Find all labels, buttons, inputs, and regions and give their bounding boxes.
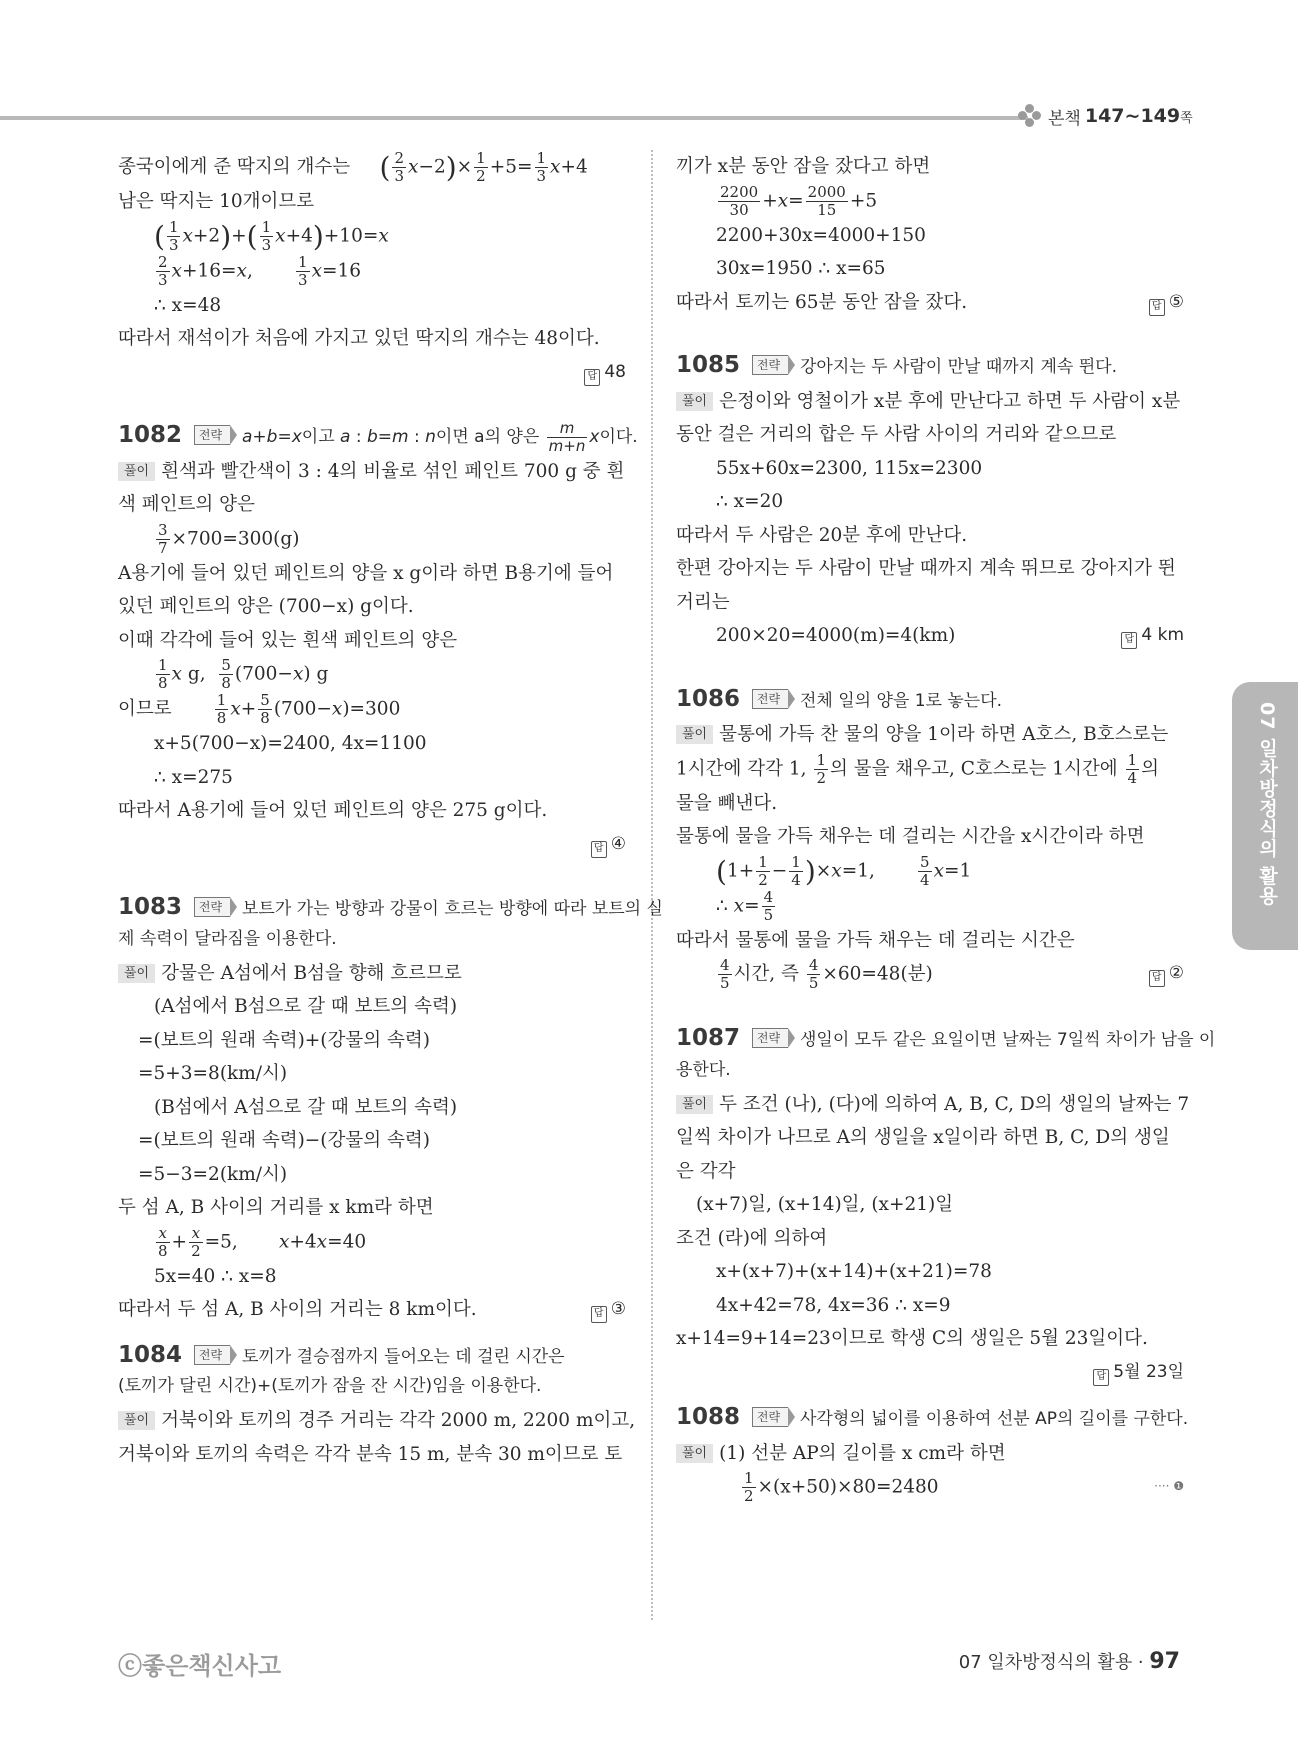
- line: 풀이 (1) 선분 AP의 길이를 x cm라 하면: [676, 1437, 1184, 1471]
- line: 남은 딱지는 10개이므로: [118, 191, 315, 212]
- line: 따라서 물통에 물을 가득 채우는 데 걸리는 시간은: [676, 929, 1075, 951]
- problem-1086-header: 1086 전략 전체 일의 양을 1로 놓는다.: [676, 685, 1003, 712]
- answer: 답 5월 23일: [676, 1356, 1184, 1390]
- line: =(보트의 원래 속력)−(강물의 속력): [138, 1130, 430, 1151]
- answer: 답 ④: [118, 828, 626, 862]
- solution-tag: 풀이: [118, 462, 155, 481]
- answer: 답 ⑤: [1149, 286, 1184, 320]
- answer-icon: 답: [1121, 632, 1137, 649]
- problem-1085-header: 1085 전략 강아지는 두 사람이 만날 때까지 계속 뛴다.: [676, 352, 1117, 378]
- line: 풀이 흰색과 빨간색이 3 : 4의 비율로 섞인 페인트 700 g 중 흰: [118, 455, 626, 489]
- line: 이때 각각에 들어 있는 흰색 페인트의 양은: [118, 629, 458, 651]
- answer: 답 ③: [591, 1293, 626, 1327]
- line: 풀이 거북이와 토끼의 경주 거리는 각각 2000 m, 2200 m이고,: [118, 1404, 626, 1438]
- equation: $\frac{1}{8}$ x g, $\frac{5}{8}$ (700−x) g: [158, 656, 329, 692]
- problem-1082-header: 1082 전략 a+b=x이고 a : b=m : n이면 a의 양은 $\frac{m}{m+n}$ x이다.: [118, 418, 638, 455]
- answer: 답 4 km: [1121, 619, 1184, 653]
- line: 거북이와 토끼의 속력은 각각 분속 15 m, 분속 30 m이므로 토: [118, 1443, 623, 1465]
- solution-tag: 풀이: [676, 1095, 713, 1114]
- line: 은 각각: [676, 1160, 736, 1182]
- equation: $\frac{2200}{30}$ +x= $\frac{2000}{15}$ +5: [720, 182, 878, 219]
- solution-tag: 풀이: [676, 392, 713, 411]
- problem-number: 1084: [118, 1341, 183, 1368]
- strategy-tag: 전략: [194, 897, 230, 917]
- header-rule: [0, 116, 1028, 120]
- page-unit: 쪽: [1180, 110, 1193, 126]
- line: 풀이 물통에 가득 찬 물의 양을 1이라 하면 A호스, B호스로는: [676, 718, 1184, 752]
- equation: ∴ x= $\frac{4}{5}$: [716, 887, 774, 924]
- line: $\frac{1}{2}$ ×(x+50)×80=2480 ···· ❶: [744, 1469, 1184, 1505]
- equation: ∴ x=48: [154, 294, 222, 316]
- equation: x+5(700−x)=2400, 4x=1100: [154, 733, 427, 754]
- answer-icon: 답: [591, 841, 607, 858]
- answer-icon: 답: [1093, 1369, 1109, 1386]
- answer-icon: 답: [1149, 970, 1165, 987]
- problem-number: 1086: [676, 685, 741, 712]
- line: 있던 페인트의 양은 (700−x) g이다.: [118, 596, 414, 617]
- strategy-tag: 전략: [752, 1028, 788, 1048]
- line: 조건 (라)에 의하여: [676, 1227, 828, 1249]
- line: 1시간에 각각 1, $\frac{1}{2}$ 의 물을 채우고, C호스로는 1시간에 $\frac{1}{4}$ 의: [676, 750, 1159, 787]
- problem-1084-header: 1084 전략 토끼가 결승점까지 들어오는 데 걸린 시간은: [118, 1341, 565, 1368]
- line: (A섬에서 B섬으로 갈 때 보트의 속력): [154, 996, 458, 1017]
- equation: 5x=40 ∴ x=8: [154, 1265, 277, 1287]
- footer-chapter: 07 일차방정식의 활용: [958, 1652, 1133, 1673]
- book-label: 본책: [1048, 108, 1081, 129]
- line: =5−3=2(km/시): [138, 1163, 288, 1185]
- chapter-number: 07: [1256, 702, 1278, 731]
- problem-1087-header: 1087 전략 생일이 모두 같은 요일이면 날짜는 7일씩 차이가 남을 이: [676, 1025, 1216, 1051]
- line: 동안 걸은 거리의 합은 두 사람 사이의 거리와 같으므로: [676, 424, 1117, 445]
- line: 일씩 차이가 나므로 A의 생일을 x일이라 하면 B, C, D의 생일: [676, 1127, 1170, 1148]
- line: A용기에 들어 있던 페인트의 양을 x g이라 하면 B용기에 들어: [118, 562, 614, 584]
- line: 종국이에게 준 딱지의 개수는 ( $\frac{2}{3}$ x−2)× $\frac{1}{2}$ +5= $\frac{1}{3}$ x+4: [118, 149, 588, 185]
- equation: (1+ $\frac{1}{2}$ − $\frac{1}{4}$ )×x=1, $\frac{5}{4}$ x=1: [716, 852, 972, 889]
- line: 제 속력이 달라짐을 이용한다.: [118, 928, 337, 949]
- answer-icon: 답: [1149, 299, 1165, 316]
- answer: 답 48: [118, 356, 626, 390]
- page-reference: [1018, 101, 1193, 131]
- line: 따라서 A용기에 들어 있던 페인트의 양은 275 g이다.: [118, 800, 548, 821]
- line: =5+3=8(km/시): [138, 1063, 288, 1084]
- page-range: 147~149: [1084, 105, 1181, 127]
- line: 끼가 x분 동안 잠을 잤다고 하면: [676, 156, 931, 177]
- solution-tag: 풀이: [118, 1411, 155, 1430]
- strategy-tag: 전략: [194, 425, 230, 445]
- line: (토끼가 달린 시간)+(토끼가 잠을 잔 시간)임을 이용한다.: [118, 1376, 542, 1396]
- page-footer: 07 일차방정식의 활용 · 97: [958, 1649, 1180, 1674]
- solution-tag: 풀이: [676, 725, 713, 744]
- equation: 55x+60x=2300, 115x=2300: [716, 457, 983, 479]
- solution-tag: 풀이: [118, 964, 155, 983]
- answer: 답 ②: [1149, 957, 1184, 992]
- strategy-tag: 전략: [752, 689, 788, 709]
- equation: 30x=1950 ∴ x=65: [716, 258, 886, 279]
- chapter-side-tab: [1232, 682, 1298, 950]
- answer-icon: 답: [584, 369, 600, 386]
- line: 한편 강아지는 두 사람이 만날 때까지 계속 뛰므로 강아지가 뛴: [676, 558, 1176, 579]
- equation: 2200+30x=4000+150: [716, 224, 926, 246]
- strategy-tag: 전략: [752, 1407, 788, 1427]
- problem-number: 1083: [118, 894, 183, 920]
- chapter-title: 일차방정식의 활용: [1256, 738, 1278, 906]
- left-column: [118, 149, 663, 1471]
- line: 색 페인트의 양은: [118, 494, 255, 515]
- equation: ∴ x=275: [154, 766, 233, 788]
- line: 물을 빼낸다.: [676, 792, 778, 814]
- page-number: 97: [1149, 1649, 1180, 1674]
- solution-tag: 풀이: [676, 1444, 713, 1463]
- line: (B섬에서 A섬으로 갈 때 보트의 속력): [154, 1096, 458, 1118]
- equation: ∴ x=20: [716, 491, 784, 512]
- line: 풀이 두 조건 (나), (다)에 의하여 A, B, C, D의 생일의 날짜는 7: [676, 1088, 1184, 1122]
- answer-icon: 답: [591, 1306, 607, 1323]
- equation: x+(x+7)+(x+14)+(x+21)=78: [716, 1261, 992, 1282]
- line: 따라서 두 사람은 20분 후에 만난다.: [676, 524, 968, 546]
- line: 용한다.: [676, 1059, 731, 1080]
- equation: (x+7)일, (x+14)일, (x+21)일: [696, 1194, 954, 1215]
- equation: ( $\frac{1}{3}$ x+2)+( $\frac{1}{3}$ x+4)+10=x: [154, 217, 389, 254]
- problem-number: 1082: [118, 422, 183, 448]
- equation: 4x+42=78, 4x=36 ∴ x=9: [716, 1294, 951, 1316]
- problem-1083-header: 1083 전략 보트가 가는 방향과 강물이 흐르는 방향에 따라 보트의 실: [118, 894, 663, 920]
- line: 풀이 은정이와 영철이가 x분 후에 만난다고 하면 두 사람이 x분: [676, 385, 1184, 419]
- column-divider: [651, 150, 653, 1620]
- equation: $\frac{3}{7}$ ×700=300(g): [158, 520, 300, 557]
- right-column: [676, 150, 1216, 1505]
- strategy-tag: 전략: [194, 1345, 230, 1365]
- line: 두 섬 A, B 사이의 거리를 x km라 하면: [118, 1197, 434, 1218]
- problem-1088-header: 1088 전략 사각형의 넓이를 이용하여 선분 AP의 길이를 구한다.: [676, 1404, 1189, 1430]
- line: 따라서 재석이가 처음에 가지고 있던 딱지의 개수는 48이다.: [118, 328, 600, 349]
- continuation-marker: ···· ❶: [1154, 1479, 1184, 1493]
- line: 물통에 물을 가득 채우는 데 걸리는 시간을 x시간이라 하면: [676, 826, 1145, 847]
- line: 이므로 $\frac{1}{8}$ x+ $\frac{5}{8}$ (700−x)=300: [118, 691, 401, 727]
- flower-icon: [1018, 104, 1042, 128]
- line: 200×20=4000(m)=4(km) 답 4 km: [676, 619, 1184, 653]
- strategy-tag: 전략: [752, 355, 788, 375]
- line: =(보트의 원래 속력)+(강물의 속력): [138, 1029, 430, 1051]
- line: x+14=9+14=23이므로 학생 C의 생일은 5월 23일이다.: [676, 1328, 1148, 1349]
- line: 풀이 강물은 A섬에서 B섬을 향해 흐르므로: [118, 957, 626, 991]
- line: 따라서 두 섬 A, B 사이의 거리는 8 km이다. 답 ③: [118, 1293, 626, 1327]
- line: 따라서 토끼는 65분 동안 잠을 잤다. 답 ⑤: [676, 286, 1184, 320]
- problem-number: 1088: [676, 1404, 741, 1430]
- equation: $\frac{2}{3}$ x+16=x, $\frac{1}{3}$ x=16: [158, 252, 362, 289]
- problem-number: 1087: [676, 1025, 741, 1051]
- line: 거리는: [676, 591, 730, 613]
- publisher-logo: ⓒ좋은책신사고: [118, 1652, 282, 1680]
- equation: $\frac{x}{8}$ + $\frac{x}{2}$ =5, x+4x=40: [158, 1223, 367, 1260]
- line: $\frac{4}{5}$ 시간, 즉 $\frac{4}{5}$ ×60=48(분) 답 ②: [720, 956, 1184, 992]
- problem-number: 1085: [676, 352, 741, 378]
